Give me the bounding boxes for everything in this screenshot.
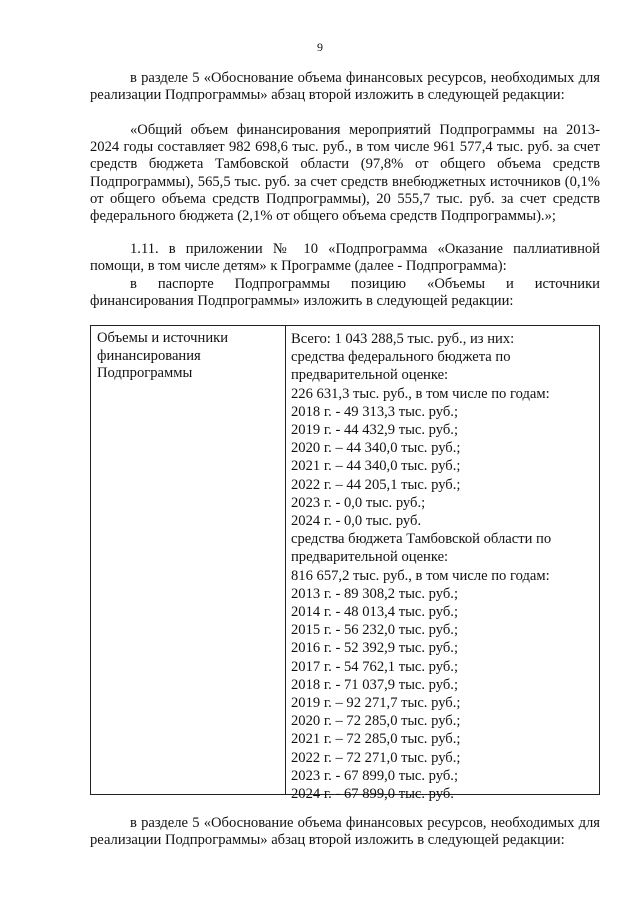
- table-value-line: предварительной оценке:: [291, 549, 449, 566]
- paragraph-passport: в паспорте Подпрограммы позицию «Объемы и источники финансирования Подпрограммы» изложить в следующей редакции:: [90, 276, 600, 310]
- table-value-line: 2019 г. - 44 432,9 тыс. руб.;: [291, 422, 459, 439]
- table-value-line: средства федерального бюджета по: [291, 349, 511, 366]
- table-label-line: Объемы и источники: [97, 330, 229, 346]
- table-value-line: средства бюджета Тамбовской области по: [291, 531, 552, 548]
- table-label-line: финансирования: [97, 347, 201, 364]
- table-label-cell: [97, 330, 282, 383]
- table-value-line: 2016 г. - 52 392,9 тыс. руб.;: [291, 640, 459, 657]
- table-value-line: 2024 г. - 0,0 тыс. руб.: [291, 513, 422, 530]
- paragraph-section5-repeat: в разделе 5 «Обоснование объема финансовых ресурсов, необходимых для реализации Подпрограммы» абзац второй изложить в следующей редакции:: [90, 815, 600, 849]
- table-value-line: 2020 г. – 72 285,0 тыс. руб.;: [291, 713, 461, 730]
- table-value-line: 2022 г. – 72 271,0 тыс. руб.;: [291, 749, 461, 766]
- table-value-line: 2024 г. - 67 899,0 тыс. руб.: [291, 786, 454, 803]
- table-value-line: 2014 г. - 48 013,4 тыс. руб.;: [291, 604, 459, 621]
- table-value-line: 816 657,2 тыс. руб., в том числе по годам:: [291, 567, 550, 584]
- paragraph-appendix-10: 1.11. в приложении № 10 «Подпрограмма «Оказание паллиативной помощи, в том числе детям» к Программе (далее - Подпрограмма):: [90, 241, 600, 275]
- table-column-divider: [285, 326, 286, 794]
- table-value-line: 2019 г. – 92 271,7 тыс. руб.;: [291, 695, 461, 712]
- financing-table: [90, 325, 600, 803]
- table-value-line: Всего: 1 043 288,5 тыс. руб., из них:: [291, 331, 515, 347]
- table-value-line: 2015 г. - 56 232,0 тыс. руб.;: [291, 622, 459, 639]
- table-value-line: 2023 г. - 0,0 тыс. руб.;: [291, 494, 426, 511]
- table-value-line: 2013 г. - 89 308,2 тыс. руб.;: [291, 585, 459, 602]
- table-value-line: 226 631,3 тыс. руб., в том числе по годам:: [291, 385, 550, 402]
- table-value-line: 2022 г. – 44 205,1 тыс. руб.;: [291, 476, 461, 493]
- table-value-line: 2021 г. – 72 285,0 тыс. руб.;: [291, 731, 461, 748]
- paragraph-financing-total: «Общий объем финансирования мероприятий Подпрограммы на 2013-2024 годы составляет 982 698,6 тыс. руб., в том числе 961 577,4 тыс. руб. за счет средств бюджета Тамбовской области (97,8% от общего объема средств Подпрограммы), 565,5 тыс. руб. за счет средств внебюджетных источников (0,1% от общего объема средств Подпрограммы), 20 555,7 тыс. руб. за счет средств федерального бюджета (2,1% от общего объема средств Подпрограммы).»;: [90, 122, 600, 225]
- table-value-line: 2021 г. – 44 340,0 тыс. руб.;: [291, 458, 461, 475]
- table-label-line: Подпрограммы: [97, 365, 193, 382]
- table-value-line: 2018 г. - 49 313,3 тыс. руб.;: [291, 403, 459, 420]
- table-value-cell: [291, 330, 597, 803]
- table-value-line: предварительной оценке:: [291, 367, 449, 384]
- table-value-line: 2023 г. - 67 899,0 тыс. руб.;: [291, 767, 459, 784]
- paragraph-section5-intro: в разделе 5 «Обоснование объема финансовых ресурсов, необходимых для реализации Подпрограммы» абзац второй изложить в следующей редакции:: [90, 70, 600, 104]
- table-value-line: 2018 г. - 71 037,9 тыс. руб.;: [291, 676, 459, 693]
- page-number: 9: [317, 40, 323, 54]
- table-value-line: 2017 г. - 54 762,1 тыс. руб.;: [291, 658, 459, 675]
- table-value-line: 2020 г. – 44 340,0 тыс. руб.;: [291, 440, 461, 457]
